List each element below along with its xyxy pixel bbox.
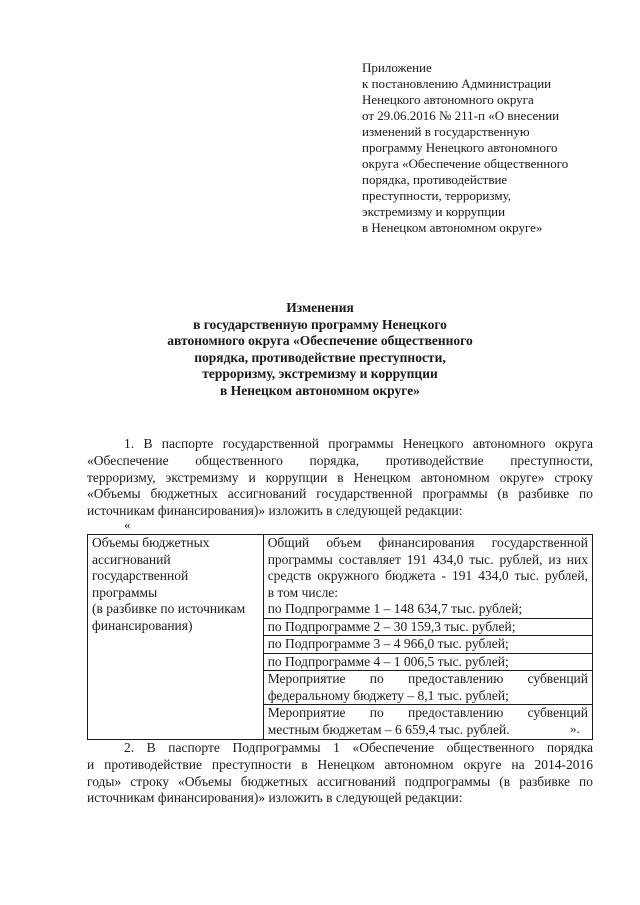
opening-quote: « [124, 517, 131, 532]
value-line: Мероприятие по предоставлению субвенций [267, 705, 588, 720]
heading-line: автономного округа «Обеспечение общественного [167, 333, 473, 348]
appendix-line: округа «Обеспечение общественного [362, 156, 569, 171]
label-line: Объемы бюджетных [92, 535, 210, 550]
section-1-paragraph [87, 436, 593, 520]
appendix-line: программу Ненецкого автономного [362, 140, 558, 155]
label-line: программы [92, 584, 158, 600]
appendix-line: порядка, противодействие [362, 172, 508, 187]
value-line: средств окружного бюджета - 191 434,0 тыс. рублей, [267, 568, 588, 583]
paragraph-line: источникам финансирования)» изложить в следующей редакции: [87, 790, 463, 806]
value-line: Общий объем финансирования государственной [267, 535, 588, 550]
paragraph-line: терроризму, экстремизму и коррупции в Ненецком автономном округе» строку [87, 469, 593, 485]
value-line: программы составляет 191 434,0 тыс. рублей, из них [267, 551, 588, 567]
appendix-line: Ненецкого автономного округа [362, 92, 534, 107]
paragraph-line: 1. В паспорте государственной программы Ненецкого автономного округа [124, 436, 593, 451]
appendix-line: в Ненецком автономном округе» [362, 220, 543, 235]
appendix-line: к постановлению Администрации [362, 76, 552, 91]
table-value-cell [263, 535, 592, 740]
heading-line: порядка, противодействие преступности, [194, 349, 446, 365]
federal-subvention-row [264, 670, 592, 704]
appendix-line: Приложение [362, 60, 432, 75]
paragraph-line: источникам финансирования)» изложить в следующей редакции: [87, 503, 463, 519]
section-2-paragraph [87, 740, 593, 807]
document-heading [120, 300, 520, 399]
paragraph-line: «Обеспечение общественного порядка, противодействие преступности, [87, 452, 593, 468]
subprogram-3-row [264, 635, 592, 653]
subprogram-4-row [264, 653, 592, 671]
appendix-line: от 29.06.2016 № 211-п «О внесении [362, 108, 560, 123]
table-label-cell [88, 535, 264, 740]
appendix-line: изменений в государственную [362, 124, 530, 139]
closing-quote: ». [570, 721, 580, 736]
subprogram-2-row [264, 618, 592, 636]
value-line: по Подпрограмме 2 – 30 159,3 тыс. рублей; [267, 618, 516, 634]
local-subvention-row [264, 704, 592, 738]
heading-line: терроризму, экстремизму и коррупции [202, 366, 438, 381]
paragraph-line: и противодействие преступности в Ненецком автономном округе на 2014-2016 [87, 756, 593, 772]
value-line: местным бюджетам – 6 659,4 тыс. рублей. [267, 721, 510, 737]
appendix-line: экстремизму и коррупции [362, 204, 506, 219]
budget-table [87, 534, 593, 740]
value-line: по Подпрограмме 3 – 4 966,0 тыс. рублей; [267, 636, 509, 651]
paragraph-line: «Объемы бюджетных ассигнований государственной программы (в разбивке по [87, 486, 593, 502]
paragraph-line: годы» строку «Объемы бюджетных ассигнований подпрограммы (в разбивке по [87, 773, 593, 789]
value-line: по Подпрограмме 1 – 148 634,7 тыс. рублей; [267, 601, 523, 616]
appendix-note [362, 60, 632, 236]
paragraph-line: 2. В паспорте Подпрограммы 1 «Обеспечение общественного порядка [124, 740, 593, 755]
appendix-line: преступности, терроризму, [362, 188, 512, 203]
label-line: (в разбивке по источникам [92, 601, 246, 616]
label-line: финансирования) [92, 617, 193, 633]
label-line: ассигнований [92, 551, 171, 567]
label-line: государственной [92, 568, 189, 583]
value-line: в том числе: [267, 584, 339, 600]
heading-line: в государственную программу Ненецкого [193, 316, 447, 332]
heading-line: Изменения [286, 300, 354, 315]
value-line: по Подпрограмме 4 – 1 006,5 тыс. рублей; [267, 653, 509, 669]
value-line: федеральному бюджету – 8,1 тыс. рублей; [267, 687, 509, 703]
heading-line: в Ненецком автономном округе» [220, 382, 420, 398]
table-row [88, 535, 593, 740]
value-line: Мероприятие по предоставлению субвенций [267, 671, 588, 686]
